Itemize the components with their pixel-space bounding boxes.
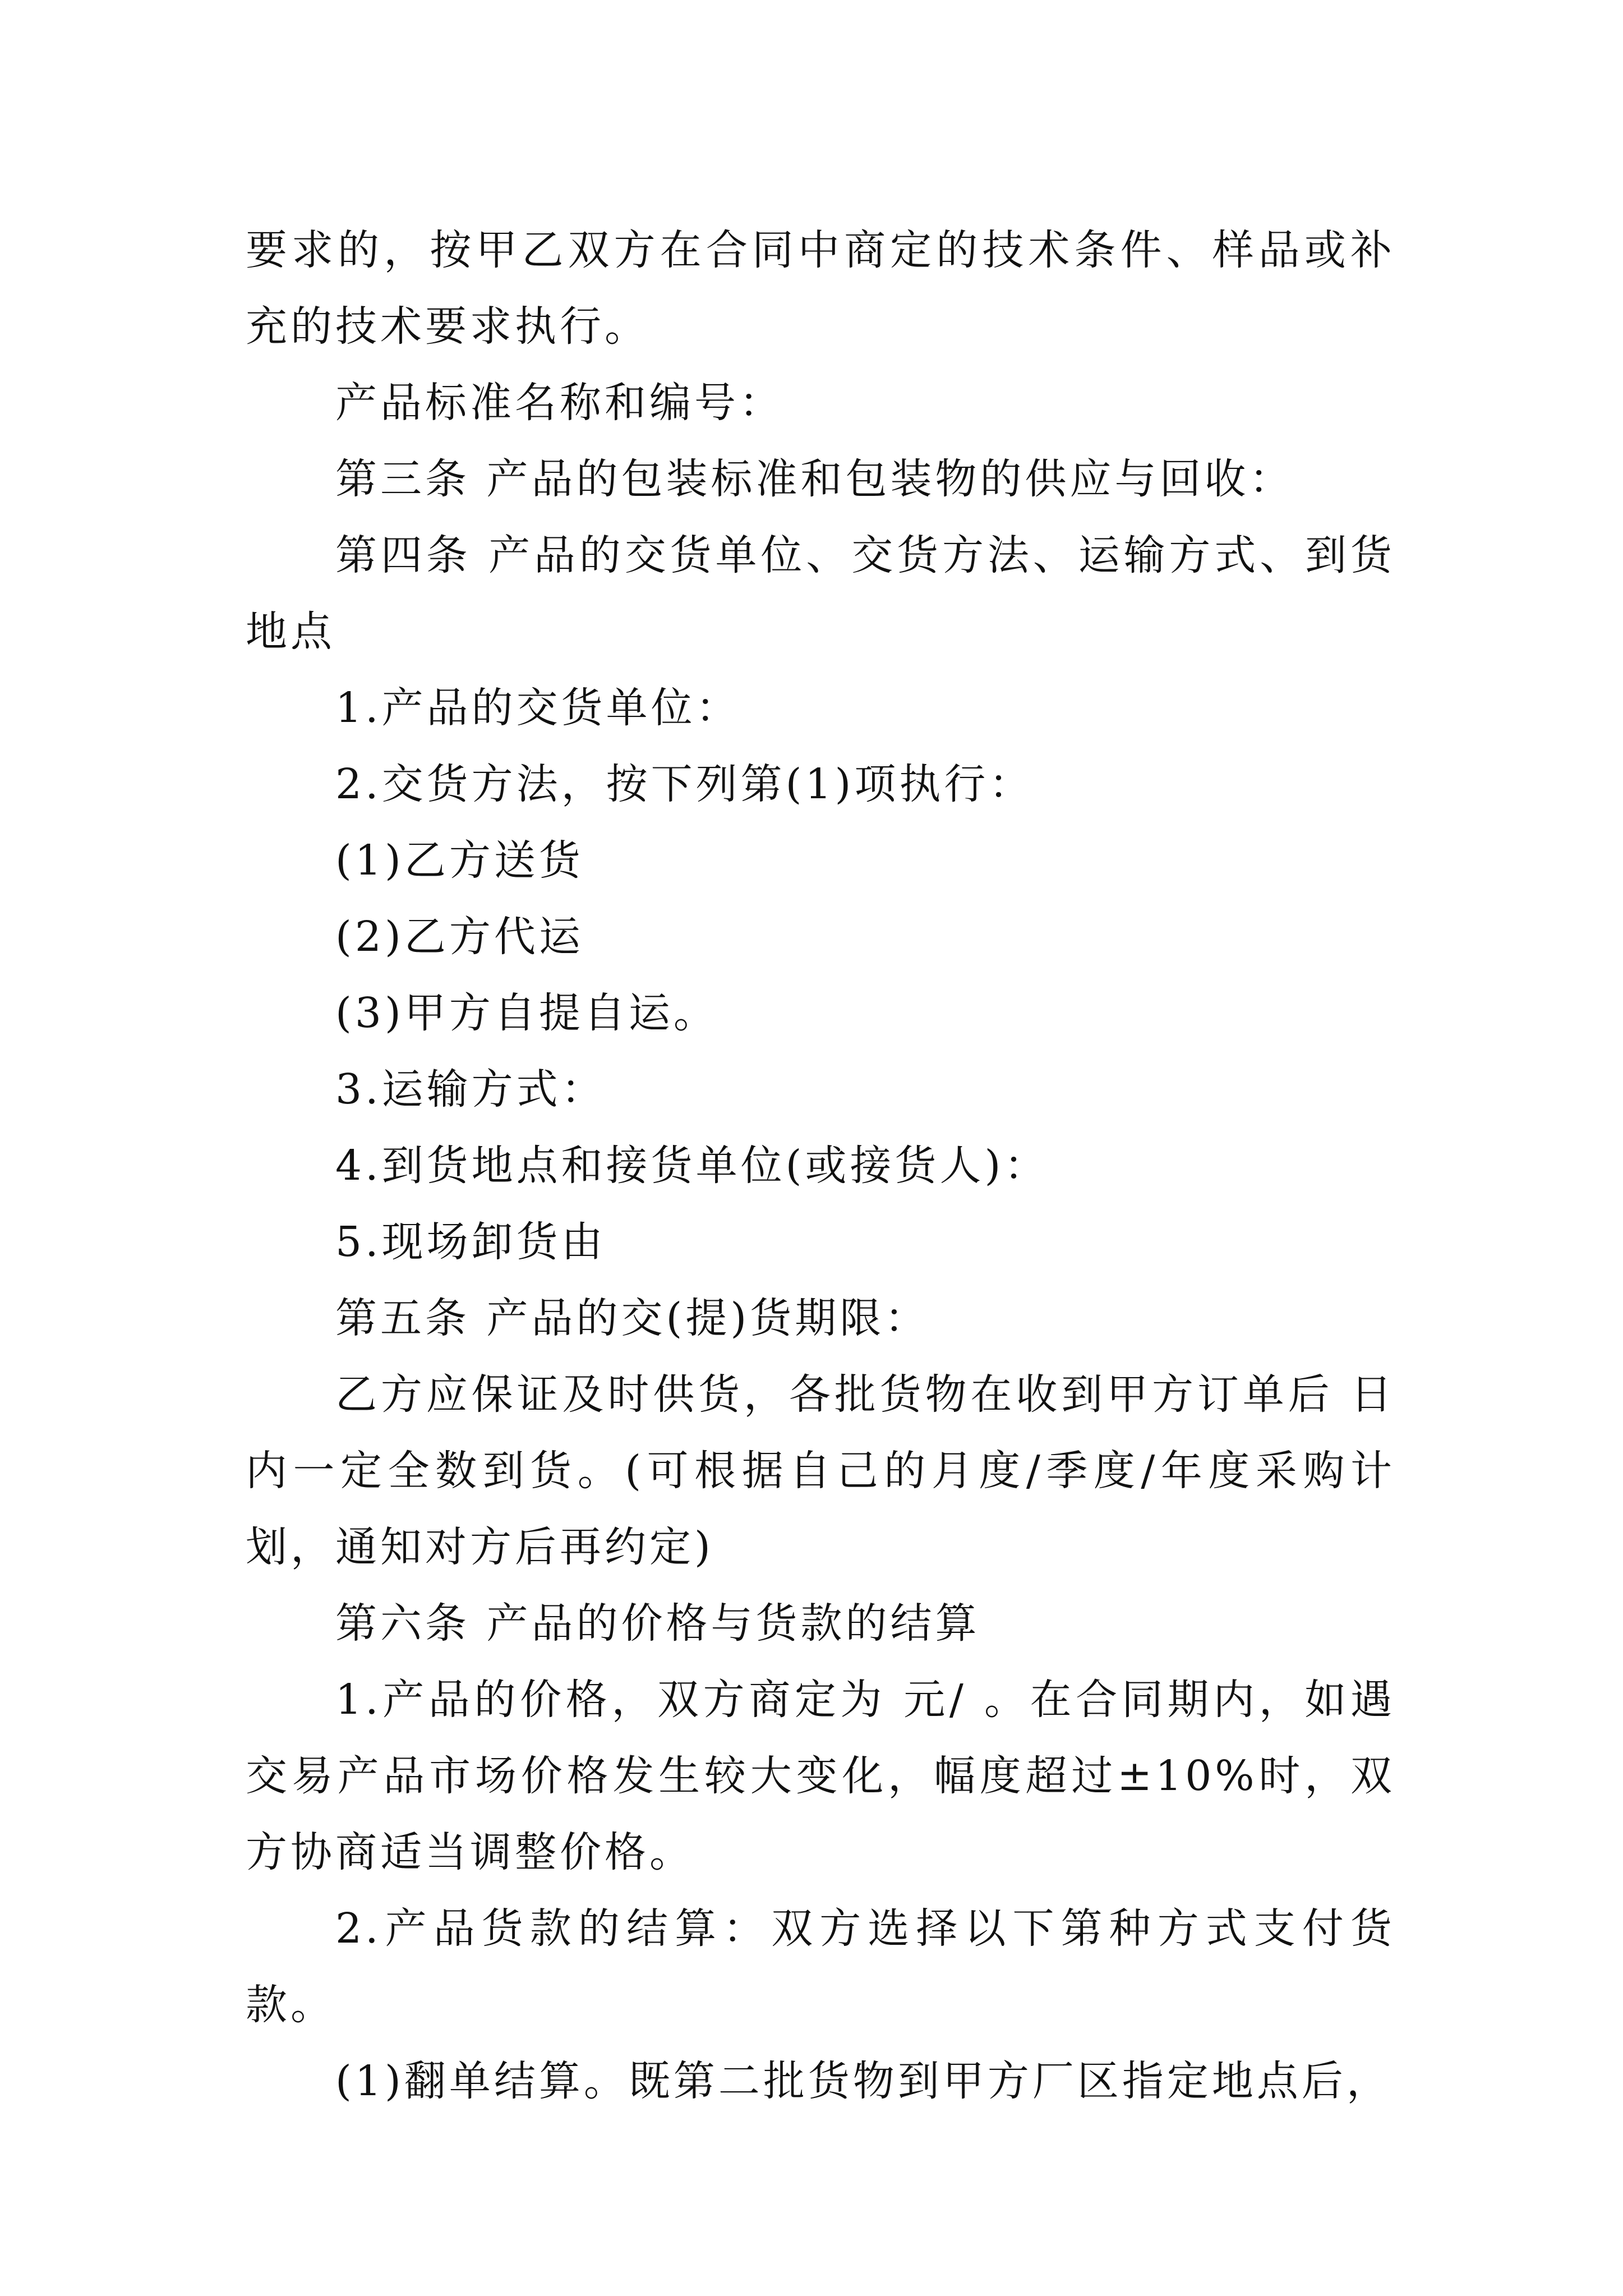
delivery-option-3: (3)甲方自提自运。	[335, 989, 718, 1037]
article-4-heading: 第四条 产品的交货单位、交货方法、运输方式、到货地点	[246, 531, 1395, 656]
price-item: 1.产品的价格，双方商定为 元/ 。在合同期内，如遇交易产品市场价格发生较大变化，幅度超过±10%时，双方协商适当调整价格。	[246, 1676, 1395, 1876]
paragraph-supply-guarantee: 乙方应保证及时供货，各批货物在收到甲方订单后 日内一定全数到货。(可根据自己的月度/季度/年度采购计划，通知对方后再约定)	[246, 1370, 1395, 1571]
contract-body	[246, 212, 1395, 2119]
delivery-option-2: (2)乙方代运	[335, 913, 584, 961]
paragraph-standard-name: 产品标准名称和编号：	[335, 379, 784, 427]
article-3-heading: 第三条 产品的包装标准和包装物的供应与回收：	[335, 455, 1294, 503]
arrival-location-item: 4.到货地点和接货单位(或接货人)：	[335, 1142, 1049, 1190]
settlement-option-1: (1)翻单结算。既第二批货物到甲方厂区指定地点后，	[335, 2057, 1391, 2105]
settlement-item: 2.产品货款的结算：双方选择以下第种方式支付货款。	[246, 1904, 1395, 2029]
transport-method-item: 3.运输方式：	[335, 1065, 606, 1114]
unloading-item: 5.现场卸货由	[335, 1218, 606, 1266]
paragraph-tech-requirements: 要求的，按甲乙双方在合同中商定的技术条件、样品或补充的技术要求执行。	[246, 226, 1395, 351]
article-6-heading: 第六条 产品的价格与货款的结算	[335, 1599, 980, 1648]
delivery-option-1: (1)乙方送货	[335, 836, 584, 885]
delivery-unit-item: 1.产品的交货单位：	[335, 684, 741, 732]
article-5-heading: 第五条 产品的交(提)货期限：	[335, 1294, 930, 1342]
delivery-method-item: 2.交货方法，按下列第(1)项执行：	[335, 760, 1034, 808]
